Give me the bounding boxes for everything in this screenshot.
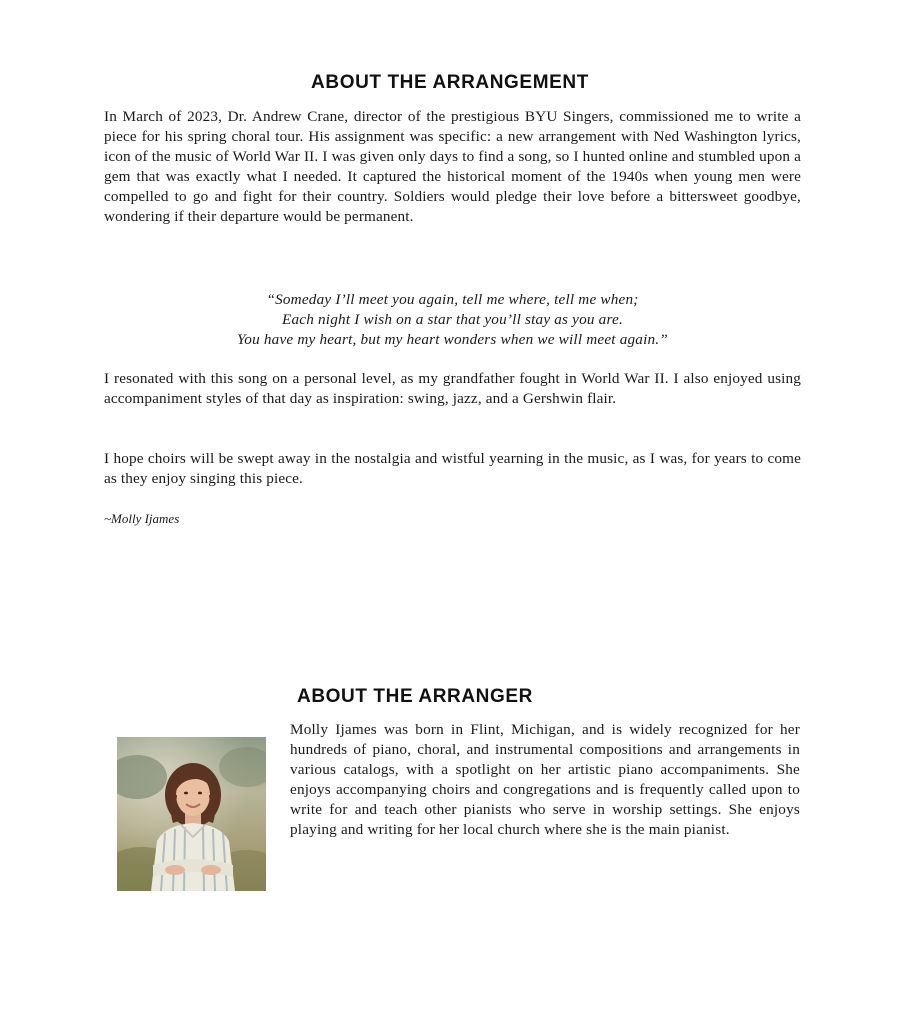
arranger-bio: Molly Ijames was born in Flint, Michigan, and is widely recognized for her hundreds of piano, choral, and instrumental compositions and arrangements in various catalogs, with a spotlight on her artistic piano accompaniments. She enjoys accompanying choirs and congregations and is frequently called upon to write for and teach other pianists who serve in worship settings. She enjoys playing and writing for her local church where she is the main pianist. — [290, 721, 800, 838]
arranger-portrait-photo — [117, 737, 266, 891]
lyric-quote-line: You have my heart, but my heart wonders when we will meet again.” — [237, 331, 668, 348]
about-arranger-heading: ABOUT THE ARRANGER — [297, 686, 533, 707]
signature: ~Molly Ijames — [104, 511, 180, 526]
arrangement-paragraph-3: I hope choirs will be swept away in the nostalgia and wistful yearning in the music, as I was, for years to come as they enjoy singing this piece. — [104, 450, 801, 487]
arrangement-paragraph-2: I resonated with this song on a personal level, as my grandfather fought in World War II. I also enjoyed using accompaniment styles of that day as inspiration: swing, jazz, and a Gershwin flair. — [104, 370, 801, 407]
lyric-quote-line: “Someday I’ll meet you again, tell me where, tell me when; — [266, 291, 639, 308]
about-arrangement-heading: ABOUT THE ARRANGEMENT — [311, 72, 589, 93]
arrangement-paragraph-1: In March of 2023, Dr. Andrew Crane, director of the prestigious BYU Singers, commissioned me to write a piece for his spring choral tour. His assignment was specific: a new arrangement with Ned Washington lyrics, icon of the music of World War II. I was given only days to find a song, so I hunted online and stumbled upon a gem that was exactly what I needed. It captured the historical moment of the 1940s when young men were compelled to go and fight for their country. Soldiers would pledge their love before a bittersweet goodbye, wondering if their departure would be permanent. — [104, 108, 801, 225]
lyric-quote — [104, 290, 801, 350]
lyric-quote-line: Each night I wish on a star that you’ll stay as you are. — [282, 311, 623, 328]
